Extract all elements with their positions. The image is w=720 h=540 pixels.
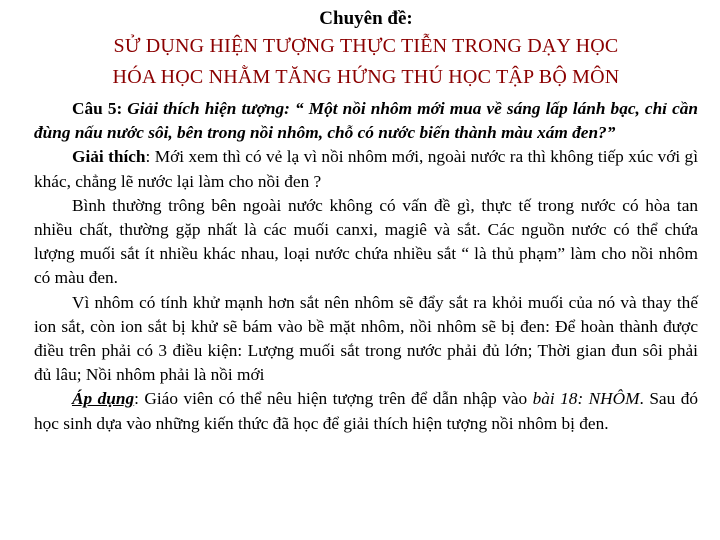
explanation-paragraph <box>34 145 698 193</box>
question-label: Câu 5: <box>72 99 123 118</box>
application-text-before: : Giáo viên có thể nêu hiện tượng trên để dẫn nhập vào <box>134 389 533 409</box>
application-paragraph <box>34 387 698 435</box>
explanation-label: Giải thích <box>72 147 146 167</box>
slide-body <box>34 97 698 436</box>
slide-header <box>34 6 698 93</box>
topic-title-line-1: SỬ DỤNG HIỆN TƯỢNG THỰC TIỄN TRONG DẠY HỌC <box>113 35 619 57</box>
topic-title-line-2: HÓA HỌC NHẰM TĂNG HỨNG THÚ HỌC TẬP BỘ MÔN <box>112 66 620 88</box>
question-text: Giải thích hiện tượng: “ Một nồi nhôm mới mua về sáng lấp lánh bạc, chỉ cần đùng nấu nước sôi, bên trong nồi nhôm, chỗ có nước biến thành màu xám đen?” <box>34 99 698 143</box>
application-lesson: bài 18: NHÔM <box>532 389 640 409</box>
body-paragraph-3: Vì nhôm có tính khử mạnh hơn sắt nên nhôm sẽ đẩy sắt ra khỏi muối của nó và thay thế ion sắt, còn ion sắt bị khử sẽ bám vào bề mặt nhôm, nồi nhôm sẽ bị đen: Để hoàn thành được điều trên phải có 3 điều kiện: Lượng muối sắt trong nước phải đủ lớn; Thời gian đun sôi phải đủ lâu; Nồi nhôm phải là nồi mới <box>34 292 698 385</box>
application-text-after: . Sau đó học sinh dựa vào những kiến thức đã học để giải thích hiện tượng nồi nhôm bị đen. <box>34 389 698 433</box>
question-paragraph <box>34 97 698 145</box>
explanation-text: : Mới xem thì có vẻ lạ vì nồi nhôm mới, ngoài nước ra thì không tiếp xúc với gì khác, chẳng lẽ nước lại làm cho nồi đen ? <box>34 147 698 191</box>
application-label: Áp dụng <box>72 389 135 409</box>
body-paragraph-2: Bình thường trông bên ngoài nước không có vấn đề gì, thực tế trong nước có hòa tan nhiều chất, thường gặp nhất là các muối canxi, magiê và sắt. Các nguồn nước có thể chứa lượng muối sắt ít nhiều khác nhau, loại nước chứa nhiều sắt “ là thủ phạm” làm cho nồi nhôm có màu đen. <box>34 195 698 288</box>
topic-kicker: Chuyên đề: <box>319 8 413 29</box>
